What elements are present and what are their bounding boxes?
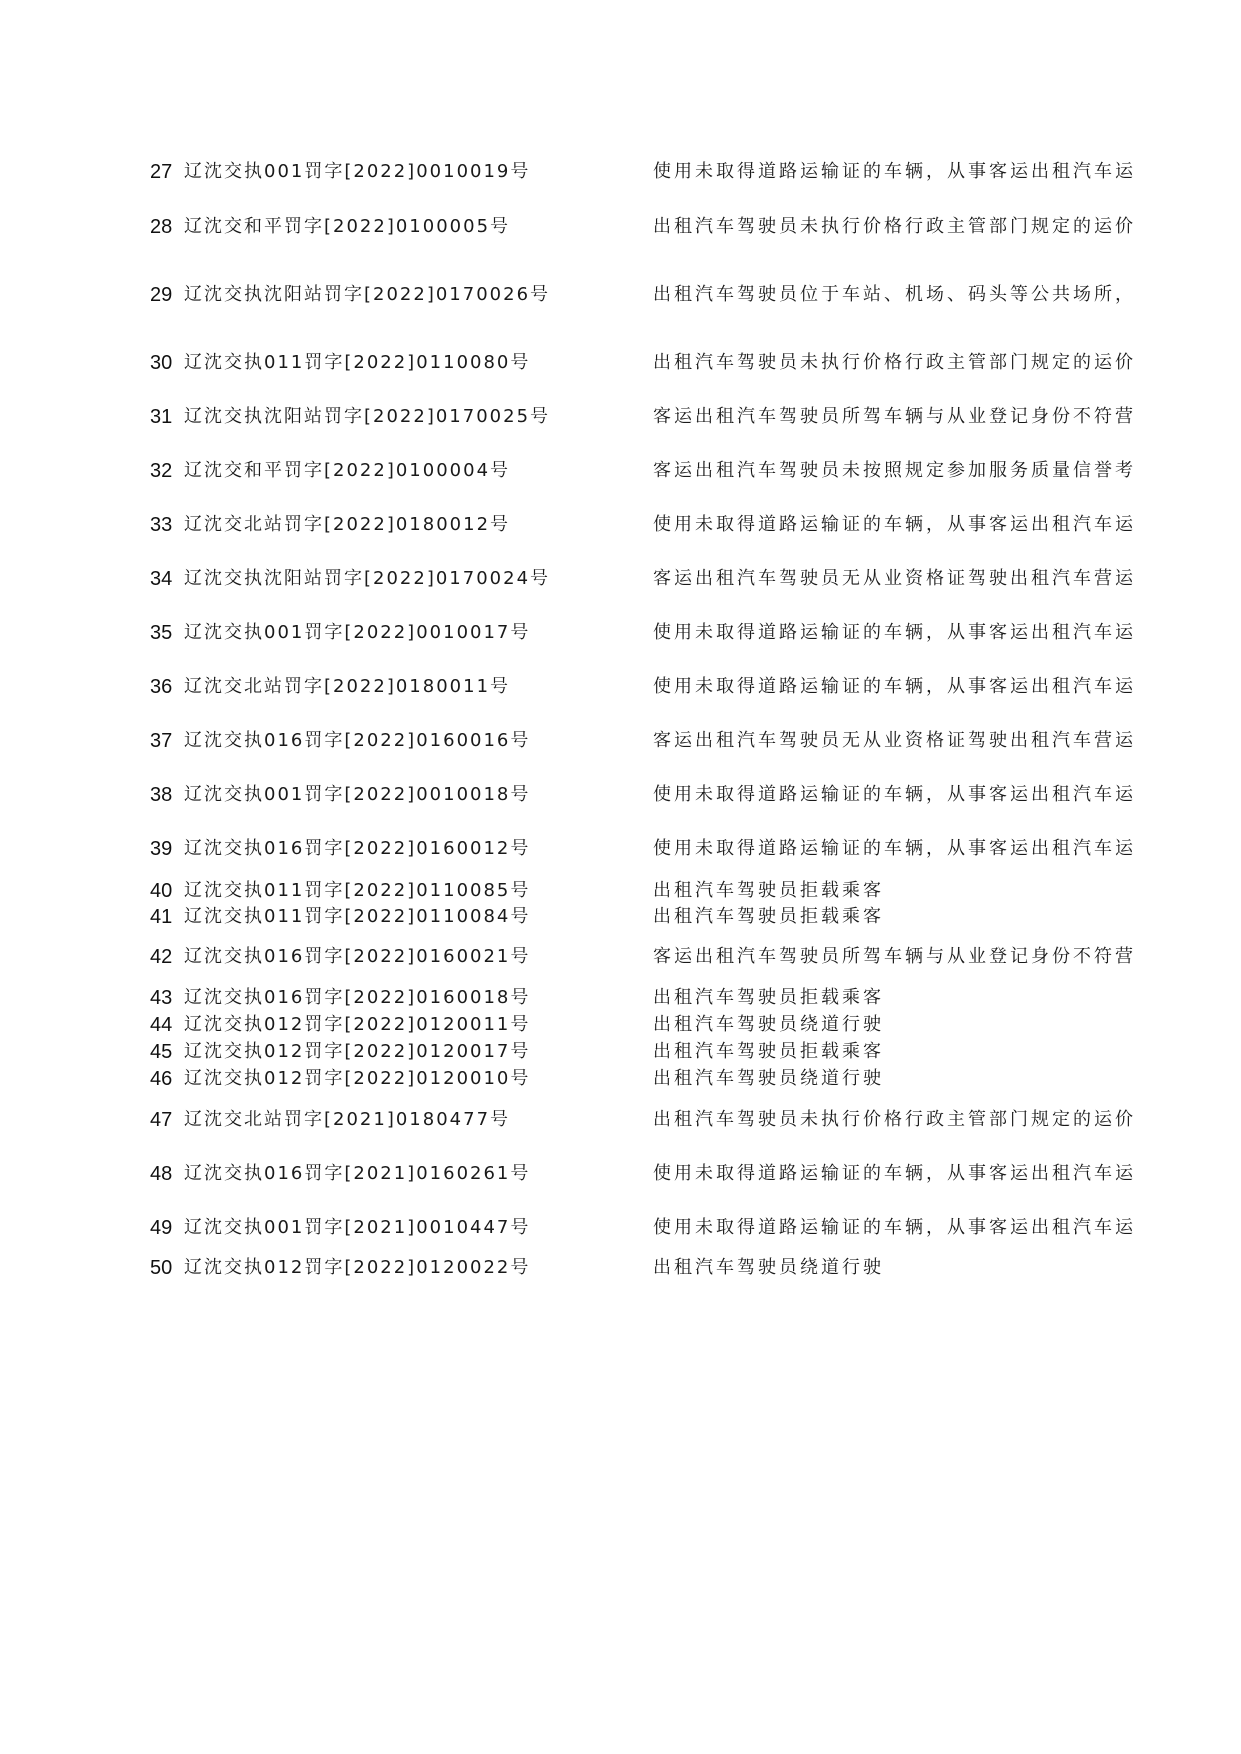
document-number: 辽沈交北站罚字[2022]0180012号: [184, 514, 511, 535]
violation-reason: 使用未取得道路运输证的车辆，从事客运出租汽车运: [653, 784, 1136, 805]
table-row: [0, 620, 1241, 646]
violation-reason: 客运出租汽车驾驶员所驾车辆与从业登记身份不符营: [653, 946, 1136, 967]
table-row: [0, 944, 1241, 970]
table-row: [0, 782, 1241, 808]
table-row: [0, 674, 1241, 700]
table-row: [0, 728, 1241, 754]
row-number: 33: [150, 514, 173, 536]
row-number: 40: [150, 880, 173, 902]
row-number: 28: [150, 216, 173, 238]
violation-reason: 使用未取得道路运输证的车辆，从事客运出租汽车运: [653, 622, 1136, 643]
row-number: 50: [150, 1257, 173, 1279]
document-number: 辽沈交执011罚字[2022]0110080号: [184, 352, 531, 373]
document-number: 辽沈交执001罚字[2021]0010447号: [184, 1217, 531, 1238]
row-number: 42: [150, 946, 173, 968]
document-number: 辽沈交执016罚字[2022]0160016号: [184, 730, 531, 751]
violation-reason: 出租汽车驾驶员未执行价格行政主管部门规定的运价: [653, 216, 1136, 237]
document-number: 辽沈交执沈阳站罚字[2022]0170026号: [184, 284, 551, 305]
table-row: [0, 404, 1241, 430]
violation-reason: 出租汽车驾驶员拒载乘客: [653, 1041, 884, 1062]
document-number: 辽沈交执001罚字[2022]0010018号: [184, 784, 531, 805]
row-number: 45: [150, 1041, 173, 1063]
violation-reason: 出租汽车驾驶员未执行价格行政主管部门规定的运价: [653, 1109, 1136, 1130]
violation-reason: 出租汽车驾驶员绕道行驶: [653, 1257, 884, 1278]
violation-reason: 使用未取得道路运输证的车辆，从事客运出租汽车运: [653, 838, 1136, 859]
document-number: 辽沈交执沈阳站罚字[2022]0170024号: [184, 568, 551, 589]
table-row: [0, 566, 1241, 592]
table-row: [0, 1215, 1241, 1241]
table-row: [0, 1255, 1241, 1281]
row-number: 34: [150, 568, 173, 590]
row-number: 46: [150, 1068, 173, 1090]
violation-reason: 出租汽车驾驶员拒载乘客: [653, 987, 884, 1008]
document-number: 辽沈交北站罚字[2021]0180477号: [184, 1109, 511, 1130]
row-number: 36: [150, 676, 173, 698]
document-number: 辽沈交执沈阳站罚字[2022]0170025号: [184, 406, 551, 427]
table-row: [0, 985, 1241, 1011]
row-number: 44: [150, 1014, 173, 1036]
table-row: [0, 1107, 1241, 1133]
table-row: [0, 214, 1241, 240]
row-number: 41: [150, 906, 173, 928]
row-number: 48: [150, 1163, 173, 1185]
violation-reason: 使用未取得道路运输证的车辆，从事客运出租汽车运: [653, 1163, 1136, 1184]
violation-reason: 出租汽车驾驶员拒载乘客: [653, 880, 884, 901]
table-row: [0, 458, 1241, 484]
row-number: 35: [150, 622, 173, 644]
violation-reason: 客运出租汽车驾驶员无从业资格证驾驶出租汽车营运: [653, 730, 1136, 751]
violation-reason: 客运出租汽车驾驶员未按照规定参加服务质量信誉考: [653, 460, 1136, 481]
violation-reason: 出租汽车驾驶员绕道行驶: [653, 1068, 884, 1089]
row-number: 32: [150, 460, 173, 482]
document-number: 辽沈交执011罚字[2022]0110085号: [184, 880, 531, 901]
row-number: 37: [150, 730, 173, 752]
row-number: 39: [150, 838, 173, 860]
document-number: 辽沈交执012罚字[2022]0120022号: [184, 1257, 531, 1278]
document-number: 辽沈交和平罚字[2022]0100004号: [184, 460, 511, 481]
document-number: 辽沈交执016罚字[2022]0160018号: [184, 987, 531, 1008]
table-row: [0, 1012, 1241, 1038]
table-row: [0, 836, 1241, 862]
violation-reason: 出租汽车驾驶员位于车站、机场、码头等公共场所，: [653, 284, 1136, 305]
row-number: 31: [150, 406, 173, 428]
row-number: 29: [150, 284, 173, 306]
table-row: [0, 1066, 1241, 1092]
document-number: 辽沈交执012罚字[2022]0120011号: [184, 1014, 531, 1035]
violation-reason: 出租汽车驾驶员拒载乘客: [653, 906, 884, 927]
table-row: [0, 512, 1241, 538]
document-number: 辽沈交北站罚字[2022]0180011号: [184, 676, 511, 697]
table-row: [0, 1039, 1241, 1065]
row-number: 30: [150, 352, 173, 374]
table-row: [0, 350, 1241, 376]
row-number: 49: [150, 1217, 173, 1239]
document-number: 辽沈交执016罚字[2022]0160012号: [184, 838, 531, 859]
table-row: [0, 282, 1241, 308]
document-number: 辽沈交执012罚字[2022]0120017号: [184, 1041, 531, 1062]
row-number: 38: [150, 784, 173, 806]
table-row: [0, 878, 1241, 904]
row-number: 27: [150, 161, 173, 183]
row-number: 43: [150, 987, 173, 1009]
violation-reason: 出租汽车驾驶员绕道行驶: [653, 1014, 884, 1035]
violation-reason: 客运出租汽车驾驶员所驾车辆与从业登记身份不符营: [653, 406, 1136, 427]
table-row: [0, 159, 1241, 185]
document-number: 辽沈交执016罚字[2022]0160021号: [184, 946, 531, 967]
document-number: 辽沈交执001罚字[2022]0010017号: [184, 622, 531, 643]
violation-reason: 使用未取得道路运输证的车辆，从事客运出租汽车运: [653, 676, 1136, 697]
table-row: [0, 904, 1241, 930]
document-number: 辽沈交执011罚字[2022]0110084号: [184, 906, 531, 927]
document-number: 辽沈交和平罚字[2022]0100005号: [184, 216, 511, 237]
document-number: 辽沈交执001罚字[2022]0010019号: [184, 161, 531, 182]
violation-reason: 使用未取得道路运输证的车辆，从事客运出租汽车运: [653, 161, 1136, 182]
row-number: 47: [150, 1109, 173, 1131]
document-number: 辽沈交执012罚字[2022]0120010号: [184, 1068, 531, 1089]
violation-reason: 出租汽车驾驶员未执行价格行政主管部门规定的运价: [653, 352, 1136, 373]
violation-reason: 使用未取得道路运输证的车辆，从事客运出租汽车运: [653, 1217, 1136, 1238]
document-number: 辽沈交执016罚字[2021]0160261号: [184, 1163, 531, 1184]
table-row: [0, 1161, 1241, 1187]
violation-reason: 客运出租汽车驾驶员无从业资格证驾驶出租汽车营运: [653, 568, 1136, 589]
violation-reason: 使用未取得道路运输证的车辆，从事客运出租汽车运: [653, 514, 1136, 535]
